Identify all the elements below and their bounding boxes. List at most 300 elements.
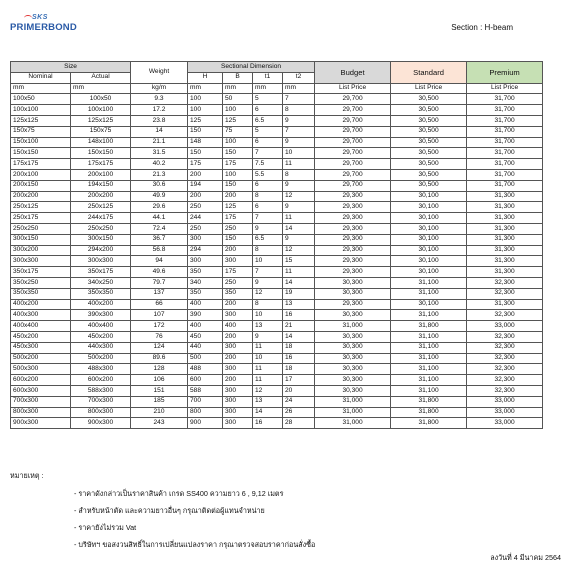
- cell-weight: 76: [131, 331, 188, 342]
- cell-actual: 150x75: [71, 126, 131, 137]
- cell-t1: 6: [253, 137, 283, 148]
- cell-budget: 29,300: [315, 299, 391, 310]
- cell-h: 250: [188, 202, 223, 213]
- cell-standard: 30,500: [391, 148, 467, 159]
- table-row: [11, 267, 543, 278]
- cell-standard: 31,100: [391, 331, 467, 342]
- table-row: [11, 321, 543, 332]
- cell-h: 600: [188, 375, 223, 386]
- cell-weight: 79.7: [131, 277, 188, 288]
- units-row: [11, 83, 543, 94]
- cell-premium: 31,300: [467, 256, 543, 267]
- cell-weight: 172: [131, 321, 188, 332]
- cell-weight: 185: [131, 396, 188, 407]
- table-row: [11, 353, 543, 364]
- cell-actual: 588x300: [71, 385, 131, 396]
- table-row: [11, 331, 543, 342]
- cell-premium: 31,300: [467, 234, 543, 245]
- unit-cell: mm: [188, 83, 223, 94]
- cell-h: 300: [188, 234, 223, 245]
- cell-nominal: 250x175: [11, 213, 71, 224]
- cell-budget: 29,700: [315, 126, 391, 137]
- cell-weight: 40.2: [131, 159, 188, 170]
- table-row: [11, 277, 543, 288]
- cell-nominal: 900x300: [11, 418, 71, 429]
- cell-h: 400: [188, 299, 223, 310]
- cell-h: 588: [188, 385, 223, 396]
- cell-nominal: 150x150: [11, 148, 71, 159]
- cell-t2: 16: [283, 353, 315, 364]
- cell-h: 350: [188, 267, 223, 278]
- cell-h: 440: [188, 342, 223, 353]
- cell-b: 200: [223, 353, 253, 364]
- table-row: [11, 191, 543, 202]
- cell-t1: 12: [253, 385, 283, 396]
- cell-h: 294: [188, 245, 223, 256]
- cell-nominal: 150x75: [11, 126, 71, 137]
- cell-t2: 13: [283, 299, 315, 310]
- cell-h: 100: [188, 105, 223, 116]
- cell-standard: 31,100: [391, 385, 467, 396]
- cell-standard: 31,100: [391, 353, 467, 364]
- date-note: ลงวันที่ 4 มีนาคม 2564: [490, 553, 561, 562]
- note-item: - ราคาดังกล่าวเป็นราคาสินค้า เกรด SS400 ความยาว 6 , 9,12 เมตร: [74, 489, 284, 498]
- cell-t1: 10: [253, 310, 283, 321]
- cell-h: 500: [188, 353, 223, 364]
- cell-budget: 30,300: [315, 277, 391, 288]
- cell-standard: 30,100: [391, 234, 467, 245]
- table-row: [11, 148, 543, 159]
- unit-cell: kg/m: [131, 83, 188, 94]
- cell-nominal: 700x300: [11, 396, 71, 407]
- header-sectional-dimension: Sectional Dimension: [188, 62, 315, 73]
- cell-nominal: 350x250: [11, 277, 71, 288]
- table-row: [11, 94, 543, 105]
- cell-actual: 800x300: [71, 407, 131, 418]
- cell-actual: 300x300: [71, 256, 131, 267]
- cell-actual: 244x175: [71, 213, 131, 224]
- cell-nominal: 450x200: [11, 331, 71, 342]
- cell-premium: 32,300: [467, 277, 543, 288]
- cell-weight: 243: [131, 418, 188, 429]
- cell-b: 150: [223, 180, 253, 191]
- cell-nominal: 200x200: [11, 191, 71, 202]
- cell-h: 100: [188, 94, 223, 105]
- logo-swoosh-icon: [24, 15, 32, 21]
- cell-premium: 33,000: [467, 396, 543, 407]
- cell-actual: 100x100: [71, 105, 131, 116]
- cell-nominal: 300x150: [11, 234, 71, 245]
- cell-budget: 30,300: [315, 310, 391, 321]
- table-row: [11, 418, 543, 429]
- cell-actual: 148x100: [71, 137, 131, 148]
- cell-premium: 31,700: [467, 180, 543, 191]
- cell-budget: 29,700: [315, 105, 391, 116]
- cell-premium: 31,700: [467, 105, 543, 116]
- cell-standard: 30,500: [391, 94, 467, 105]
- header-t2: t2: [283, 72, 315, 83]
- cell-t1: 13: [253, 321, 283, 332]
- cell-premium: 31,700: [467, 126, 543, 137]
- cell-t2: 9: [283, 234, 315, 245]
- cell-budget: 29,300: [315, 223, 391, 234]
- cell-t1: 7: [253, 267, 283, 278]
- cell-budget: 29,300: [315, 234, 391, 245]
- cell-t1: 9: [253, 331, 283, 342]
- table-row: [11, 126, 543, 137]
- cell-premium: 32,300: [467, 385, 543, 396]
- cell-standard: 30,500: [391, 180, 467, 191]
- cell-t1: 11: [253, 375, 283, 386]
- cell-b: 300: [223, 385, 253, 396]
- cell-premium: 33,000: [467, 418, 543, 429]
- table-row: [11, 245, 543, 256]
- cell-h: 200: [188, 169, 223, 180]
- table-row: [11, 342, 543, 353]
- cell-t1: 9: [253, 223, 283, 234]
- cell-budget: 29,700: [315, 115, 391, 126]
- cell-nominal: 150x100: [11, 137, 71, 148]
- cell-weight: 21.3: [131, 169, 188, 180]
- unit-cell: mm: [11, 83, 71, 94]
- cell-budget: 29,300: [315, 245, 391, 256]
- cell-h: 488: [188, 364, 223, 375]
- cell-actual: 440x300: [71, 342, 131, 353]
- note-item: - บริษัทฯ ขอสงวนสิทธิ์ในการเปลี่ยนแปลงราคา กรุณาตรวจสอบราคาก่อนสั่งซื้อ: [74, 540, 316, 549]
- cell-t2: 24: [283, 396, 315, 407]
- table-row: [11, 105, 543, 116]
- logo-small-text: SKS: [32, 14, 48, 21]
- cell-actual: 250x250: [71, 223, 131, 234]
- cell-standard: 30,100: [391, 245, 467, 256]
- cell-b: 50: [223, 94, 253, 105]
- cell-h: 300: [188, 256, 223, 267]
- cell-nominal: 350x175: [11, 267, 71, 278]
- cell-weight: 21.1: [131, 137, 188, 148]
- cell-t1: 10: [253, 353, 283, 364]
- cell-t1: 16: [253, 418, 283, 429]
- cell-t1: 8: [253, 299, 283, 310]
- cell-standard: 30,100: [391, 202, 467, 213]
- table-row: [11, 137, 543, 148]
- cell-premium: 32,300: [467, 364, 543, 375]
- cell-actual: 600x200: [71, 375, 131, 386]
- cell-nominal: 200x150: [11, 180, 71, 191]
- cell-weight: 36.7: [131, 234, 188, 245]
- section-title: Section : H-beam: [451, 23, 513, 32]
- cell-h: 150: [188, 126, 223, 137]
- cell-b: 125: [223, 115, 253, 126]
- cell-t2: 17: [283, 375, 315, 386]
- cell-t2: 8: [283, 105, 315, 116]
- cell-nominal: 800x300: [11, 407, 71, 418]
- cell-t1: 6: [253, 105, 283, 116]
- unit-cell: mm: [71, 83, 131, 94]
- cell-t2: 11: [283, 213, 315, 224]
- cell-nominal: 400x300: [11, 310, 71, 321]
- cell-nominal: 400x400: [11, 321, 71, 332]
- cell-nominal: 200x100: [11, 169, 71, 180]
- cell-t2: 15: [283, 256, 315, 267]
- table-row: [11, 396, 543, 407]
- cell-h: 340: [188, 277, 223, 288]
- cell-weight: 23.8: [131, 115, 188, 126]
- cell-h: 244: [188, 213, 223, 224]
- cell-b: 100: [223, 169, 253, 180]
- cell-nominal: 100x100: [11, 105, 71, 116]
- cell-weight: 49.6: [131, 267, 188, 278]
- cell-budget: 29,700: [315, 148, 391, 159]
- cell-b: 175: [223, 213, 253, 224]
- cell-t2: 11: [283, 159, 315, 170]
- cell-nominal: 250x125: [11, 202, 71, 213]
- cell-h: 148: [188, 137, 223, 148]
- cell-weight: 128: [131, 364, 188, 375]
- cell-premium: 31,300: [467, 223, 543, 234]
- cell-actual: 250x125: [71, 202, 131, 213]
- cell-budget: 29,700: [315, 180, 391, 191]
- cell-t1: 7.5: [253, 159, 283, 170]
- table-row: [11, 385, 543, 396]
- cell-premium: 32,300: [467, 375, 543, 386]
- cell-premium: 31,300: [467, 191, 543, 202]
- cell-weight: 106: [131, 375, 188, 386]
- cell-b: 250: [223, 277, 253, 288]
- cell-t2: 7: [283, 126, 315, 137]
- cell-budget: 31,000: [315, 407, 391, 418]
- cell-b: 350: [223, 288, 253, 299]
- cell-t1: 5.5: [253, 169, 283, 180]
- cell-b: 400: [223, 321, 253, 332]
- cell-weight: 137: [131, 288, 188, 299]
- notes-title: หมายเหตุ :: [10, 471, 44, 480]
- cell-actual: 200x100: [71, 169, 131, 180]
- cell-b: 100: [223, 137, 253, 148]
- cell-t2: 20: [283, 385, 315, 396]
- cell-t2: 14: [283, 223, 315, 234]
- cell-b: 300: [223, 256, 253, 267]
- cell-budget: 30,300: [315, 331, 391, 342]
- cell-h: 250: [188, 223, 223, 234]
- header-standard: Standard: [391, 62, 467, 84]
- cell-nominal: 175x175: [11, 159, 71, 170]
- table-row: [11, 299, 543, 310]
- header-weight: Weight: [131, 62, 188, 84]
- cell-t1: 11: [253, 364, 283, 375]
- cell-weight: 124: [131, 342, 188, 353]
- cell-b: 175: [223, 267, 253, 278]
- cell-actual: 400x200: [71, 299, 131, 310]
- header-nominal: Nominal: [11, 72, 71, 83]
- cell-h: 194: [188, 180, 223, 191]
- cell-actual: 294x200: [71, 245, 131, 256]
- table-row: [11, 256, 543, 267]
- unit-cell: mm: [253, 83, 283, 94]
- cell-h: 390: [188, 310, 223, 321]
- cell-h: 150: [188, 148, 223, 159]
- cell-t2: 7: [283, 94, 315, 105]
- cell-nominal: 450x300: [11, 342, 71, 353]
- cell-standard: 30,500: [391, 169, 467, 180]
- cell-actual: 340x250: [71, 277, 131, 288]
- cell-premium: 31,300: [467, 299, 543, 310]
- cell-standard: 30,500: [391, 105, 467, 116]
- cell-standard: 31,800: [391, 396, 467, 407]
- cell-t2: 14: [283, 331, 315, 342]
- cell-b: 150: [223, 148, 253, 159]
- cell-weight: 151: [131, 385, 188, 396]
- table-row: [11, 213, 543, 224]
- cell-standard: 31,100: [391, 342, 467, 353]
- cell-b: 200: [223, 191, 253, 202]
- cell-t2: 9: [283, 137, 315, 148]
- cell-weight: 107: [131, 310, 188, 321]
- cell-t2: 8: [283, 169, 315, 180]
- cell-actual: 400x400: [71, 321, 131, 332]
- cell-actual: 175x175: [71, 159, 131, 170]
- cell-b: 200: [223, 331, 253, 342]
- cell-b: 175: [223, 159, 253, 170]
- unit-cell: List Price: [315, 83, 391, 94]
- unit-cell: mm: [223, 83, 253, 94]
- cell-premium: 31,700: [467, 159, 543, 170]
- table-row: [11, 169, 543, 180]
- cell-budget: 30,300: [315, 288, 391, 299]
- cell-budget: 31,000: [315, 396, 391, 407]
- cell-actual: 450x200: [71, 331, 131, 342]
- cell-budget: 30,300: [315, 385, 391, 396]
- cell-budget: 29,700: [315, 94, 391, 105]
- table-row: [11, 288, 543, 299]
- cell-budget: 29,300: [315, 202, 391, 213]
- cell-weight: 210: [131, 407, 188, 418]
- cell-b: 100: [223, 105, 253, 116]
- cell-standard: 30,100: [391, 191, 467, 202]
- cell-actual: 900x300: [71, 418, 131, 429]
- cell-budget: 31,000: [315, 418, 391, 429]
- company-logo: [10, 14, 77, 42]
- cell-h: 700: [188, 396, 223, 407]
- note-item: - สำหรับหน้าตัด และความยาวอื่นๆ กรุณาติดต่อผู้แทนจำหน่าย: [74, 506, 265, 515]
- cell-standard: 31,100: [391, 277, 467, 288]
- cell-standard: 30,500: [391, 137, 467, 148]
- cell-h: 350: [188, 288, 223, 299]
- cell-weight: 49.9: [131, 191, 188, 202]
- cell-weight: 89.6: [131, 353, 188, 364]
- cell-weight: 31.5: [131, 148, 188, 159]
- cell-premium: 32,300: [467, 353, 543, 364]
- cell-b: 200: [223, 299, 253, 310]
- cell-t2: 9: [283, 202, 315, 213]
- cell-t2: 28: [283, 418, 315, 429]
- unit-cell: List Price: [391, 83, 467, 94]
- cell-premium: 32,300: [467, 342, 543, 353]
- cell-standard: 31,800: [391, 321, 467, 332]
- cell-premium: 32,300: [467, 310, 543, 321]
- cell-t2: 9: [283, 180, 315, 191]
- cell-b: 300: [223, 407, 253, 418]
- cell-weight: 29.6: [131, 202, 188, 213]
- cell-standard: 31,100: [391, 364, 467, 375]
- cell-h: 450: [188, 331, 223, 342]
- cell-premium: 31,300: [467, 213, 543, 224]
- cell-actual: 700x300: [71, 396, 131, 407]
- table-row: [11, 375, 543, 386]
- cell-t2: 12: [283, 191, 315, 202]
- unit-cell: mm: [283, 83, 315, 94]
- cell-nominal: 400x200: [11, 299, 71, 310]
- cell-budget: 30,300: [315, 364, 391, 375]
- cell-budget: 29,300: [315, 191, 391, 202]
- table-row: [11, 202, 543, 213]
- cell-actual: 100x50: [71, 94, 131, 105]
- cell-b: 300: [223, 396, 253, 407]
- cell-premium: 32,300: [467, 331, 543, 342]
- unit-cell: List Price: [467, 83, 543, 94]
- cell-t1: 10: [253, 256, 283, 267]
- cell-premium: 31,700: [467, 94, 543, 105]
- cell-nominal: 125x125: [11, 115, 71, 126]
- header-h: H: [188, 72, 223, 83]
- header-premium: Premium: [467, 62, 543, 84]
- cell-t2: 11: [283, 267, 315, 278]
- cell-standard: 31,100: [391, 288, 467, 299]
- cell-budget: 30,300: [315, 342, 391, 353]
- cell-t1: 6.5: [253, 115, 283, 126]
- cell-nominal: 600x200: [11, 375, 71, 386]
- cell-t2: 18: [283, 364, 315, 375]
- cell-standard: 30,500: [391, 126, 467, 137]
- cell-premium: 33,000: [467, 407, 543, 418]
- cell-premium: 31,700: [467, 137, 543, 148]
- cell-nominal: 250x250: [11, 223, 71, 234]
- header-budget: Budget: [315, 62, 391, 84]
- table-row: [11, 364, 543, 375]
- cell-standard: 31,100: [391, 310, 467, 321]
- cell-b: 300: [223, 310, 253, 321]
- cell-t1: 9: [253, 277, 283, 288]
- cell-premium: 31,300: [467, 267, 543, 278]
- cell-budget: 29,700: [315, 159, 391, 170]
- cell-t2: 10: [283, 148, 315, 159]
- cell-actual: 350x350: [71, 288, 131, 299]
- header-size: Size: [11, 62, 131, 73]
- cell-h: 200: [188, 191, 223, 202]
- cell-weight: 94: [131, 256, 188, 267]
- cell-actual: 488x300: [71, 364, 131, 375]
- cell-t1: 6: [253, 180, 283, 191]
- price-table-body: [11, 94, 543, 429]
- logo-brand-name: PRIMERBOND: [10, 22, 77, 33]
- cell-actual: 390x300: [71, 310, 131, 321]
- cell-standard: 31,800: [391, 407, 467, 418]
- cell-standard: 30,100: [391, 213, 467, 224]
- table-row: [11, 159, 543, 170]
- cell-actual: 300x150: [71, 234, 131, 245]
- cell-nominal: 350x350: [11, 288, 71, 299]
- cell-budget: 29,300: [315, 267, 391, 278]
- cell-t2: 19: [283, 288, 315, 299]
- cell-standard: 30,500: [391, 115, 467, 126]
- cell-weight: 14: [131, 126, 188, 137]
- cell-t2: 12: [283, 245, 315, 256]
- cell-b: 300: [223, 364, 253, 375]
- cell-budget: 29,700: [315, 169, 391, 180]
- cell-t2: 21: [283, 321, 315, 332]
- cell-h: 125: [188, 115, 223, 126]
- cell-t1: 5: [253, 94, 283, 105]
- cell-t1: 8: [253, 191, 283, 202]
